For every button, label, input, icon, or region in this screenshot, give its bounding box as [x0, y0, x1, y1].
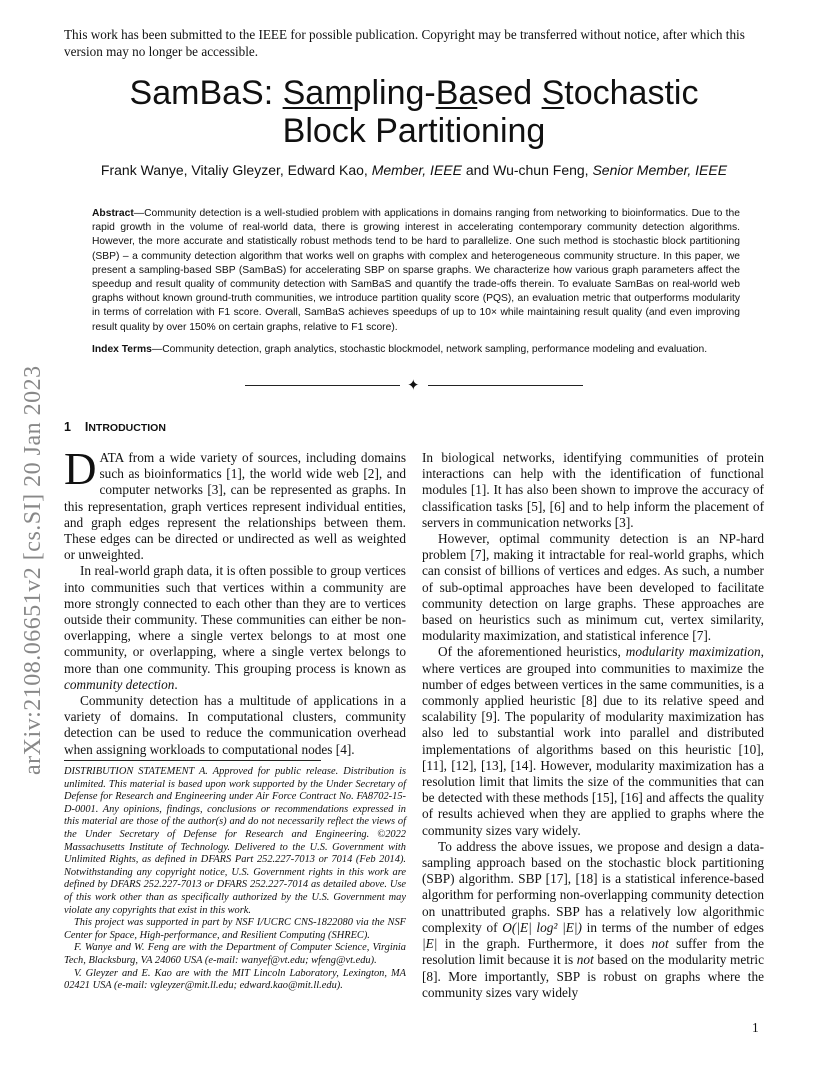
footnote-rule [64, 760, 321, 761]
intro-paragraph-2: In real-world graph data, it is often possible to group vertices into communities such that vertices within a community are more strongly connected to each other than they are to vertices outside their community. These communities can either be non-overlapping, where a single vertex belongs to at most one community, or overlapping, where a single vertex belongs to more than one community. This grouping process is known as community detection. [64, 563, 406, 692]
page-number: 1 [752, 1020, 759, 1035]
abstract [92, 207, 740, 357]
right-column [422, 450, 764, 1001]
paper-title-line2: Block Partitioning [282, 112, 546, 150]
submission-notice: This work has been submitted to the IEEE for possible publication. Copyright may be transferred without notice, after which this version may no longer be accessible. [64, 27, 745, 59]
separator-diamond-icon: ✦ [407, 376, 420, 394]
separator-left-rule [245, 385, 400, 386]
paper-title-line1: SamBaS: Sampling-Based Stochastic [129, 74, 699, 112]
intro-paragraph-6: Of the aforementioned heuristics, modularity maximization, where vertices are grouped into communities to maximize the number of edges between vertices in the same communities, is a commonly applied heuristic [8] due to its relative speed and scalability [9]. The popularity of modularity maximization has also led to substantial work into parallel and distributed implementations of algorithms based on this heuristic [10], [11], [12], [13], [14]. However, modularity maximization has a resolution limit that limits the size of the communities that can be detected with these methods [15], [16] and affects the quality of results achieved when they are applied to graphs where the community sizes vary widely. [422, 644, 764, 838]
index-terms: Index Terms—Community detection, graph analytics, stochastic blockmodel, network sampling, performance modeling and evaluation. [92, 343, 708, 355]
author-list: Frank Wanye, Vitaliy Gleyzer, Edward Kao, Member, IEEE and Wu-chun Feng, Senior Member, IEEE [100, 162, 728, 178]
footnote-affiliation-vt: F. Wanye and W. Feng are with the Department of Computer Science, Virginia Tech, Blacksburg, VA 24060 USA (e-mail: wanyef@vt.edu; wfeng@vt.edu). [64, 942, 406, 966]
footnote-distribution: DISTRIBUTION STATEMENT A. Approved for public release. Distribution is unlimited. This material is based upon work supported by the Under Secretary of Defense for Research and Engineering under Air Force Contract No. FA8702-15-D-0001. Any opinions, findings, conclusions or recommendations expressed in this material are those of the author(s) and do not necessarily reflect the views of the Under Secretary of Defense for Research and Engineering. ©2022 Massachusetts Institute of Technology. Delivered to the U.S. Government with Unlimited Rights, as defined in DFARS Part 252.227-7013 or 7014 (Feb 2014). Notwithstanding any copyright notice, U.S. Government rights in this work are defined by DFARS 252.227-7013 or DFARS 252.227-7014 as detailed above. Use of this work other than as specifically authorized by the U.S. Government may violate any copyrights that exist in this work. [64, 766, 406, 916]
intro-paragraph-1: DATA from a wide variety of sources, including domains such as bioinformatics [1], the world wide web [2], and computer networks [3], can be represented as graphs. In this representation, graph vertices represent individual entities, and graph edges represent the relationships between them. These edges can be directed or undirected as well as weighted or unweighted. [64, 444, 406, 563]
footnote-funding: This project was supported in part by NSF I/UCRC CNS-1822080 via the NSF Center for Space, High-performance, and Resilient Computing (SHREC). [64, 917, 406, 941]
footnotes [64, 766, 406, 993]
abstract-label: Abstract [92, 208, 134, 219]
separator-right-rule [428, 385, 583, 386]
intro-paragraph-3: Community detection has a multitude of applications in a variety of domains. In computational clusters, community detection can be used to reduce the communication overhead when assigning workloads to computational nodes [4]. [64, 693, 406, 757]
intro-paragraph-7: To address the above issues, we propose and design a data-sampling approach based on the stochastic block partitioning (SBP) algorithm. SBP [17], [18] is a statistical inference-based algorithm for performing non-overlapping community detection on unattributed graphs. SBP has a relatively low algorithmic complexity of O(|E| log² |E|) in terms of the number of edges |E| in the graph. Furthermore, it does not suffer from the resolution limit because it is not based on the modularity metric [8]. More importantly, SBP is robust on graphs where the community sizes vary widely [422, 838, 765, 1000]
abstract-body: Abstract—Community detection is a well-studied problem with applications in domains ranging from networking to bioinformatics. Due to the rapid growth in the volume of real-world data, there is growing interest in accelerating contemporary community detection algorithms. However, the more accurate and statistically robust methods tend to be hard to parallelize. One such method is stochastic block partitioning (SBP) – a community detection algorithm that works well on graphs with complex and heterogeneous community structure. In this paper, we present a sampling-based SBP (SamBaS) for accelerating SBP on sparse graphs. We characterize how various graph parameters affect the speedup and result quality of community detection with SamBaS and quantify the trade-offs therein. To evaluate SamBas on real-world web graphs without known ground-truth communities, we introduce partition quality score (PQS), an evaluation metric that outperforms modularity in terms of correlation with F1 score. Overall, SamBaS achieves speedups of up to 10× while maintaining result quality (and even improving result quality by over 150% on certain graphs, relative to F1 score). [92, 208, 740, 333]
section-heading: 1 INTRODUCTION [64, 420, 166, 434]
left-column [64, 444, 406, 758]
complexity-formula: O(|E| log² |E|) [502, 919, 582, 935]
intro-paragraph-4: In biological networks, identifying communities of protein interactions can help with the identification of functional modules [1]. It has also been shown to improve the accuracy of classification tasks [5], [6] and to help inform the placement of servers in communication networks [3]. [422, 450, 764, 530]
arxiv-identifier: arXiv:2108.06651v2 [cs.SI] 20 Jan 2023 [20, 365, 46, 775]
edge-count-formula: |E| [422, 936, 438, 952]
intro-paragraph-5: However, optimal community detection is an NP-hard problem [7], making it intractable for real-world graphs, which can consist of billions of vertices and edges. As such, a number of sub-optimal approaches have been developed to facilitate community detection on large graphs. These approaches are based on heuristics such as minimum cut, vertex similarity, modularity maximization, and statistical inference [7]. [422, 531, 764, 644]
index-terms-label: Index Terms [92, 343, 152, 355]
footnote-affiliation-mit: V. Gleyzer and E. Kao are with the MIT Lincoln Laboratory, Lexington, MA 02421 USA (e-mail: vgleyzer@mit.ll.edu; edward.kao@mit.ll.edu). [64, 967, 406, 992]
drop-cap: D [64, 444, 97, 494]
